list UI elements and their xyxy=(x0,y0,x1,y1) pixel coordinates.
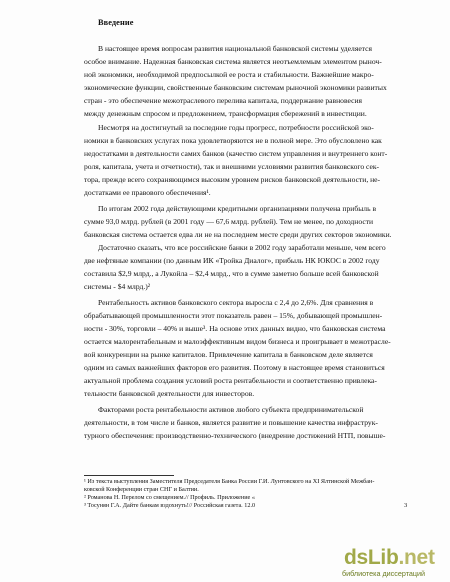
body-line: Рентабельность активов банковского сектора выросла с 2,4 до 2,6%. Для сравнения в xyxy=(98,298,374,307)
body-line: тельности банковской деятельности для инвесторов. xyxy=(84,389,255,398)
body-line: номики в банковских услугах пока удовлетворяются не в полной мере. Это обусловлено как xyxy=(84,136,382,145)
body-line: между денежным спросом и предложением, трансформация сбережений в инвестиции. xyxy=(84,109,367,118)
body-line: ности - 30%, торговли – 40% и выше³. На основе этих данных видно, что банковская система xyxy=(84,324,386,333)
body-line: сумме 93,0 млрд. рублей (в 2001 году — 67,6 млрд. рублей). Тем не менее, по доходности xyxy=(84,217,374,226)
body-line: турного обеспечения: производственно-технического (внедрение достижений НТП, повыше- xyxy=(84,431,386,440)
footnote-line: ² Романова Н. Перелом со смещением.// Профиль. Приложение « xyxy=(84,494,255,501)
body-line: обрабатывающей промышленности этот показатель равен – 15%, добывающей промышлен- xyxy=(84,311,383,320)
body-line: Достаточно сказать, что все российские банки в 2002 году заработали меньше, чем всего xyxy=(98,243,386,252)
body-line: ной экономики, необходимой предпосылкой ее роста и стабильности. Важнейшие макро- xyxy=(84,70,374,79)
body-line: составила $2,9 млрд., а Лукойла – $2,4 млрд., что в сумме заметно больше всей банковской xyxy=(84,269,379,278)
body-line: деятельности, в том числе и банков, является развитие и повышение качества инфраструк- xyxy=(84,418,378,427)
body-line: Факторами роста рентабельности активов любого субъекта предпринимательской xyxy=(98,405,364,414)
body-line: стран - это обеспечение межотраслевого перелива капитала, поддержание равновесия xyxy=(84,96,363,105)
section-heading: Введение xyxy=(98,18,134,27)
body-line: По итогам 2002 года действующими кредитными организациями получена прибыль в xyxy=(98,204,377,213)
body-line: системы - $4 млрд.)² xyxy=(84,282,151,291)
dslib-logo: dsLib.net xyxy=(344,546,435,569)
watermark-subtitle: библиотека диссертаций xyxy=(342,569,426,578)
footnote-line: ³ Тосунян Г.А. Дайте банкам вздохнуть!// Российская газета. 12.0 xyxy=(84,502,256,509)
body-line: роля, капитала, учета и отчетности), так и внешними условиями развития банковского сек- xyxy=(84,162,380,171)
page-number: 3 xyxy=(404,502,408,509)
body-line: актуальной проблема создания условий роста рентабельности и соответственно привлека- xyxy=(84,376,377,385)
body-line: вой конкуренции на рынке капиталов. Привлечение капитала в банковском деле является xyxy=(84,350,373,359)
body-line: Несмотря на достигнутый за последние годы прогресс, потребности российской эко- xyxy=(98,123,374,132)
body-line: одним из самых важнейших факторов его развития. Поэтому в настоящее время становиться xyxy=(84,363,385,372)
body-line: В настоящее время вопросам развития национальной банковской системы уделяется xyxy=(98,44,372,53)
body-line: тора, прежде всего сохраняющимся высоким уровнем рисков банковской деятельности, не- xyxy=(84,175,381,184)
footnote-line: ковской Конференции стран СНГ и Балтии. xyxy=(84,486,199,493)
watermark-logo[interactable] xyxy=(340,546,444,578)
footnote-line: ¹ Из текста выступления Заместителя Председателя Банка России Г.И. Лунтовского на XI Ялтинской Межбан- xyxy=(84,478,375,485)
footnote-separator xyxy=(84,475,174,476)
body-line: экономические функции, свойственные банковским системам рыночной экономики развитых xyxy=(84,83,387,92)
body-line: две нефтяные компании (по данным ИК «Тройка Диалог», прибыль НК ЮКОС в 2002 году xyxy=(84,256,380,265)
body-line: остается малорентабельным и малоэффективным видом бизнеса и проигрывает в межотрасле- xyxy=(84,337,391,346)
body-line: достатками ее правового обеспечения¹. xyxy=(84,188,211,197)
body-line: недостатками в деятельности самих банков (качество систем управления и внутреннего конт- xyxy=(84,149,388,158)
body-line: банковская система остается едва ли не на последнем месте среди других секторов экономики. xyxy=(84,230,392,239)
body-line: особое внимание. Надежная банковская система является неотъемлемым элементом рыноч- xyxy=(84,57,382,66)
